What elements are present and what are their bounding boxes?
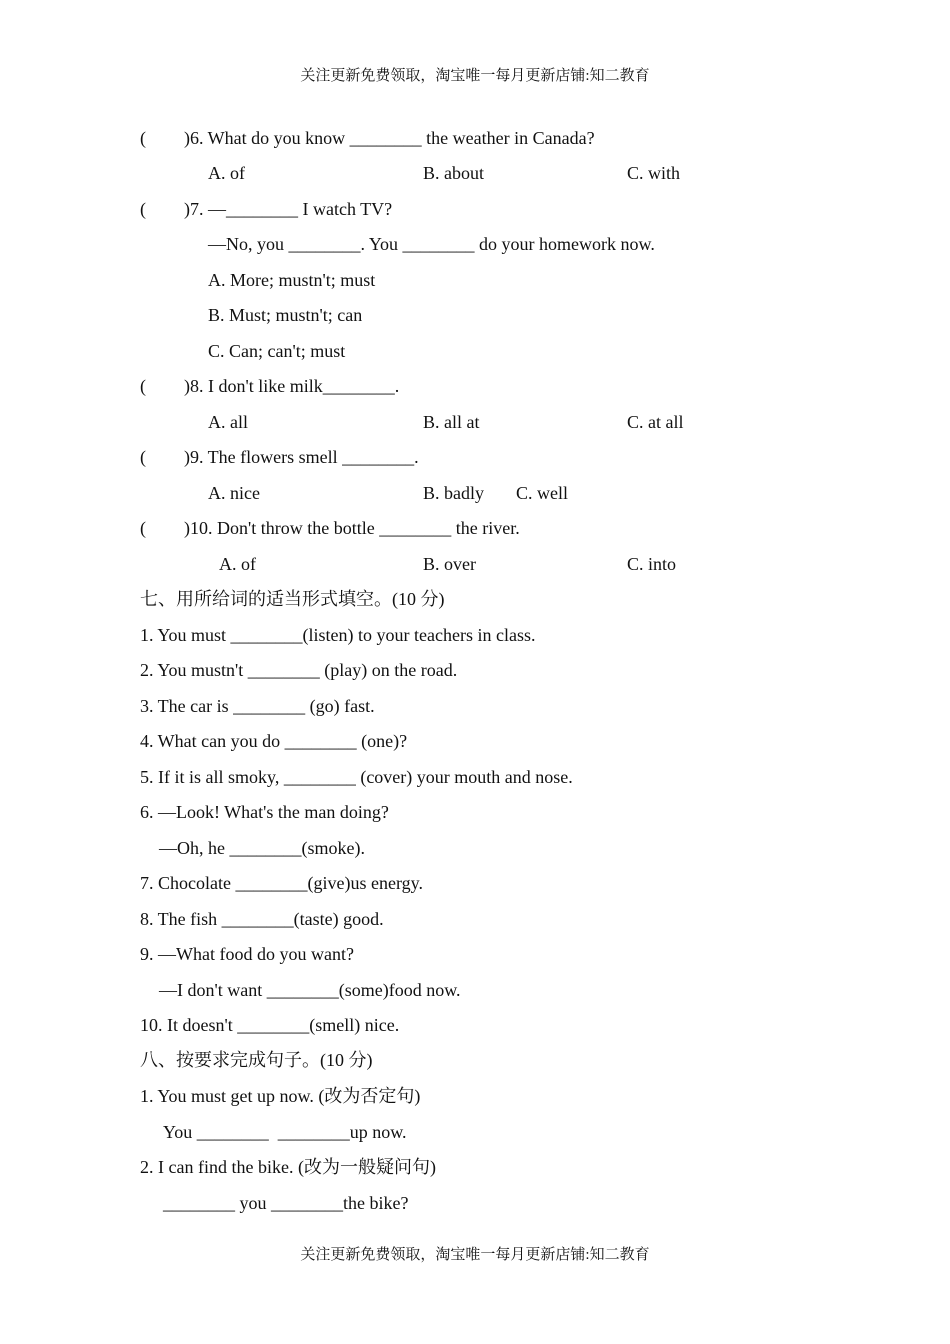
q8-option-c: C. at all xyxy=(627,412,684,432)
q7-paren: ( xyxy=(140,199,146,219)
s7-item-6-answer: —Oh, he ________(smoke). xyxy=(159,838,365,858)
q9-stem: )9. The flowers smell ________. xyxy=(184,447,419,467)
q7-option-c: C. Can; can't; must xyxy=(208,341,346,361)
q6-option-a: A. of xyxy=(208,163,245,183)
s7-item-9-question: 9. —What food do you want? xyxy=(140,944,354,964)
q8-stem: )8. I don't like milk________. xyxy=(184,376,400,396)
s7-item-2: 2. You mustn't ________ (play) on the road. xyxy=(140,660,458,680)
q10-option-c: C. into xyxy=(627,554,677,574)
q6-option-c: C. with xyxy=(627,163,681,183)
q7-reply: —No, you ________. You ________ do your homework now. xyxy=(208,234,655,254)
page-footer-watermark: 关注更新免费领取，淘宝唯一每月更新店铺:知二教育 xyxy=(300,1247,650,1263)
q6-option-b: B. about xyxy=(423,163,484,183)
q9-option-b: B. badly xyxy=(423,483,484,503)
s7-item-3: 3. The car is ________ (go) fast. xyxy=(140,696,375,716)
s7-item-1: 1. You must ________(listen) to your teachers in class. xyxy=(140,625,536,645)
q7-option-a: A. More; mustn't; must xyxy=(208,270,376,290)
s7-item-9-answer: —I don't want ________(some)food now. xyxy=(159,980,461,1000)
q9-paren: ( xyxy=(140,447,146,467)
q10-paren: ( xyxy=(140,518,146,538)
q10-option-b: B. over xyxy=(423,554,476,574)
s7-item-4: 4. What can you do ________ (one)? xyxy=(140,731,408,751)
q6-paren: ( xyxy=(140,128,146,148)
s8-item-1-prompt: 1. You must get up now. (改为否定句) xyxy=(140,1086,421,1106)
s8-item-2-answer: ________ you ________the bike? xyxy=(163,1193,409,1213)
section8-title: 八、按要求完成句子。(10 分) xyxy=(140,1050,373,1070)
q10-stem: )10. Don't throw the bottle ________ the river. xyxy=(184,518,520,538)
page-header-watermark: 关注更新免费领取，淘宝唯一每月更新店铺:知二教育 xyxy=(300,68,650,84)
q7-option-b: B. Must; mustn't; can xyxy=(208,305,363,325)
s7-item-6-question: 6. —Look! What's the man doing? xyxy=(140,802,389,822)
q8-paren: ( xyxy=(140,376,146,396)
q8-option-a: A. all xyxy=(208,412,248,432)
s7-item-8: 8. The fish ________(taste) good. xyxy=(140,909,384,929)
q10-option-a: A. of xyxy=(219,554,256,574)
s7-item-10: 10. It doesn't ________(smell) nice. xyxy=(140,1015,400,1035)
q9-option-c: C. well xyxy=(516,483,568,503)
q9-option-a: A. nice xyxy=(208,483,260,503)
s7-item-5: 5. If it is all smoky, ________ (cover) your mouth and nose. xyxy=(140,767,573,787)
s8-item-2-prompt: 2. I can find the bike. (改为一般疑问句) xyxy=(140,1157,436,1177)
s8-item-1-answer: You ________ ________up now. xyxy=(163,1122,407,1142)
q6-stem: )6. What do you know ________ the weather in Canada? xyxy=(184,128,595,148)
q7-stem: )7. —________ I watch TV? xyxy=(184,199,393,219)
q8-option-b: B. all at xyxy=(423,412,480,432)
section7-title: 七、用所给词的适当形式填空。(10 分) xyxy=(140,589,445,609)
s7-item-7: 7. Chocolate ________(give)us energy. xyxy=(140,873,423,893)
